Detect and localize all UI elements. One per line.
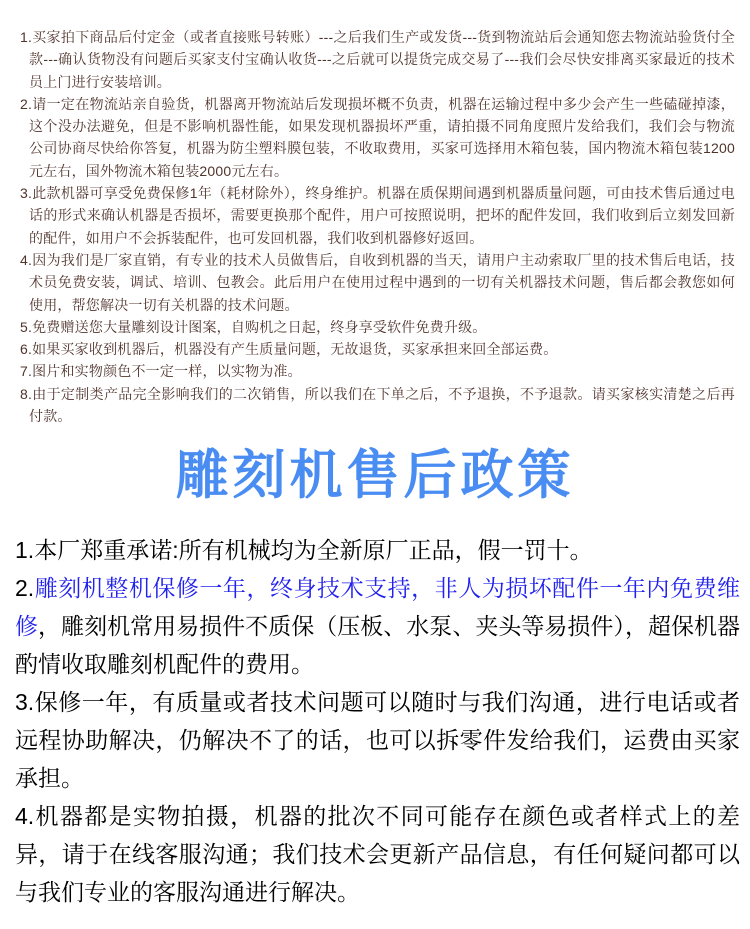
policy-item-text: 保修一年，有质量或者技术问题可以随时与我们沟通，进行电话或者远程协助解决，仍解决不了的话，也可以拆零件发给我们，运费由买家承担。 xyxy=(15,689,740,792)
purchase-note: 1.买家拍下商品后付定金（或者直接账号转账）---之后我们生产或发货---货到物流站后会通知您去物流站验货付全款---确认货物没有问题后买家支付宝确认收货---之后就可以提货完成交易了---我们会尽快安排离买家最近的技术员上门进行安装培训。 xyxy=(20,29,735,90)
policy-item-text: 本厂郑重承诺:所有机械均为全新原厂正品，假一罚十。 xyxy=(34,537,593,564)
policy-item-highlight: 雕刻机整机保修一年，终身技术支持，非人为损坏配件一年内免费维修 xyxy=(15,575,740,640)
after-sales-policy-list xyxy=(0,527,750,929)
purchase-note: 7.图片和实物颜色不一定一样，以实物为准。 xyxy=(20,363,302,380)
policy-item xyxy=(15,797,740,911)
policy-item-text: 机器都是实物拍摄，机器的批次不同可能存在颜色或者样式上的差异，请于在线客服沟通；我们技术会更新产品信息，有任何疑问都可以与我们专业的客服沟通进行解决。 xyxy=(15,803,740,906)
purchase-note: 6.如果买家收到机器后，机器没有产生质量问题，无故退货，买家承担来回全部运费。 xyxy=(20,341,558,358)
purchase-note: 4.因为我们是厂家直销，有专业的技术人员做售后，自收到机器的当天，请用户主动索取厂里的技术售后电话，技术员免费安装，调试、培训、包教会。此后用户在使用过程中遇到的一切有关机器技术问题，售后都会教您如何使用，帮您解决一切有关机器的技术问题。 xyxy=(20,251,735,313)
policy-item xyxy=(15,569,740,683)
page-title: 雕刻机售后政策 xyxy=(175,446,575,506)
purchase-notes-list xyxy=(0,0,750,427)
policy-item-text: ，雕刻机常用易损件不质保（压板、水泵、夹头等易损件），超保机器酌情收取雕刻机配件的费用。 xyxy=(15,613,741,678)
purchase-note: 3.此款机器可享受免费保修1年（耗材除外），终身维护。机器在质保期间遇到机器质量问题，可由技术售后通过电话的形式来确认机器是否损坏，需要更换那个配件，用户可按照说明，把坏的配件发回，我们收到后立刻发回新的配件，如用户不会拆装配件，也可发回机器，我们收到机器修好返回。 xyxy=(20,185,735,246)
policy-item xyxy=(15,683,740,797)
policy-item-number: 1. xyxy=(15,537,35,564)
purchase-note: 5.免费赠送您大量雕刻设计图案，自购机之日起，终身享受软件免费升级。 xyxy=(20,318,487,335)
policy-item-number: 2. xyxy=(15,575,35,602)
policy-item xyxy=(15,531,740,569)
purchase-note: 8.由于定制类产品完全影响我们的二次销售，所以我们在下单之后，不予退换，不予退款。请买家核实清楚之后再付款。 xyxy=(20,385,735,425)
purchase-note: 2.请一定在物流站亲自验货，机器离开物流站后发现损坏概不负责，机器在运输过程中多少会产生一些磕碰掉漆，这个没办法避免，但是不影响机器性能，如果发现机器损坏严重，请拍摄不同角度照片发给我们，我们会与物流公司协商尽快给你答复，机器为防尘塑料膜包装，不收取费用，买家可选择用木箱包装，国内物流木箱包装1200元左右，国外物流木箱包装2000元左右。 xyxy=(20,95,735,179)
policy-item-number: 4. xyxy=(15,803,35,830)
policy-item-number: 3. xyxy=(15,689,35,716)
